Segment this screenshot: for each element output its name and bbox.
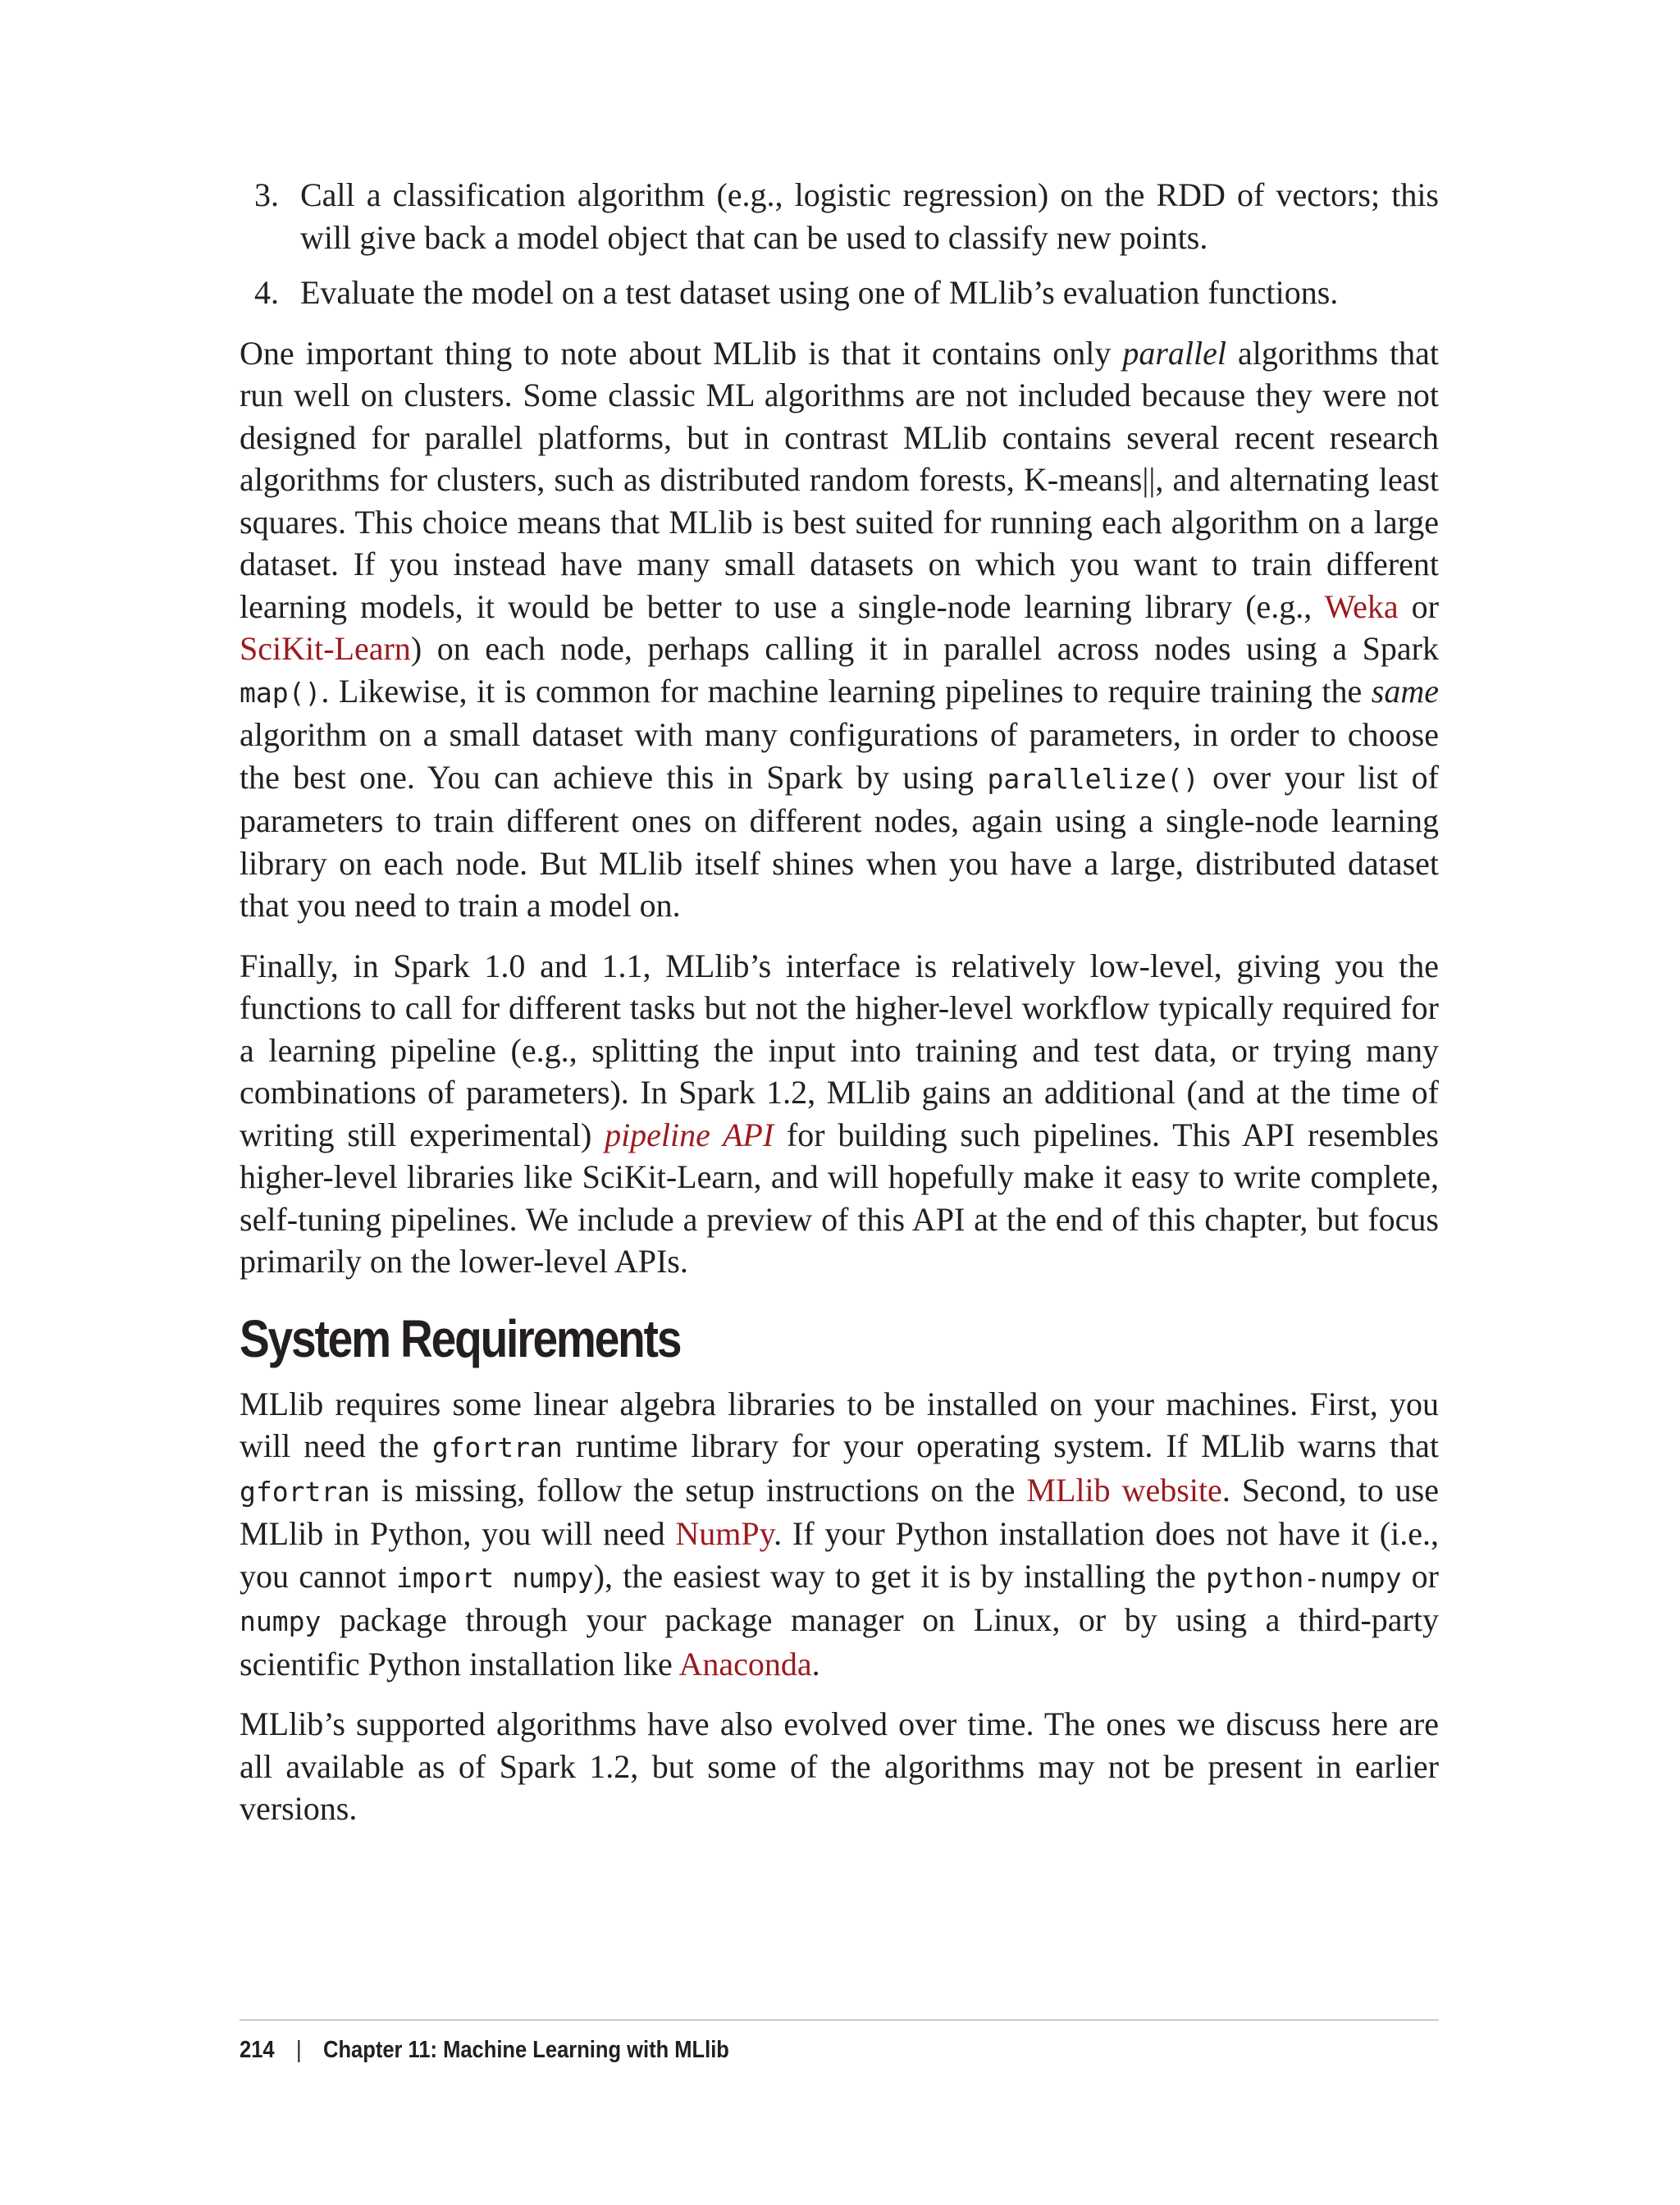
list-item bbox=[240, 272, 1439, 314]
code-import-numpy: import numpy bbox=[396, 1561, 594, 1594]
text: is missing, follow the setup instructions on the bbox=[369, 1471, 1027, 1509]
link-pipeline-api-text: pipeline API bbox=[605, 1116, 774, 1153]
page-number: 214 bbox=[240, 2037, 275, 2063]
code-gfortran: gfortran bbox=[431, 1431, 563, 1463]
link-pipeline-api[interactable] bbox=[605, 1116, 774, 1153]
paragraph-linear-algebra bbox=[240, 1383, 1439, 1686]
code-python-numpy: python-numpy bbox=[1206, 1561, 1402, 1594]
text: ), the easiest way to get it is by installing the bbox=[593, 1557, 1207, 1595]
text: or bbox=[1401, 1557, 1439, 1595]
code-numpy: numpy bbox=[240, 1605, 322, 1637]
page-body bbox=[240, 174, 1439, 1848]
footer-separator: | bbox=[295, 2037, 302, 2063]
list-item-text: Call a classification algorithm (e.g., logistic regression) on the RDD of vectors; this will give back a model object that can be used to classify new points. bbox=[300, 176, 1439, 256]
text: runtime library for your operating system. If MLlib warns that bbox=[562, 1427, 1439, 1464]
text: . Likewise, it is common for machine learning pipelines to require training the bbox=[321, 672, 1372, 710]
text: . Second, to use MLlib in Python, you will need bbox=[240, 1471, 1440, 1552]
link-numpy[interactable]: NumPy bbox=[675, 1515, 774, 1552]
list-number: 4. bbox=[254, 274, 279, 311]
list-item bbox=[240, 174, 1439, 258]
footer-line bbox=[240, 2037, 729, 2064]
chapter-title: Chapter 11: Machine Learning with MLlib bbox=[323, 2037, 729, 2063]
text: algorithms that run well on clusters. Some classic ML algorithms are not included because they were not designed for parallel platforms, but in contrast MLlib contains several recent research algorithms for clusters, such as distributed random forests, K-means||, and alternating least squares. This choice means that MLlib is best suited for running each algorithm on a large dataset. If you instead have many small datasets on which you want to train different learning models, it would be better to use a single-node learning library (e.g., bbox=[240, 334, 1439, 625]
link-anaconda[interactable]: Anaconda bbox=[678, 1645, 812, 1682]
page-footer bbox=[240, 2020, 1439, 2064]
paragraph-supported-algorithms: MLlib’s supported algorithms have also evolved over time. The ones we discuss here are all available as of Spark 1.2, but some of the algorithms may not be present in earlier versions. bbox=[240, 1705, 1439, 1827]
link-weka[interactable]: Weka bbox=[1324, 587, 1399, 625]
section-heading: System Requirements bbox=[240, 1308, 681, 1368]
emphasis-parallel: parallel bbox=[1122, 334, 1226, 372]
list-item-text: Evaluate the model on a test dataset using one of MLlib’s evaluation functions. bbox=[300, 274, 1339, 311]
paragraph-parallel-algorithms bbox=[240, 332, 1439, 927]
text: ) on each node, perhaps calling it in parallel across nodes using a Spark bbox=[410, 630, 1439, 667]
text: algorithm on a small dataset with many configurations of parameters, in order to choose the best one. You can achieve this in Spark by using bbox=[240, 716, 1439, 796]
link-mllib-website[interactable]: MLlib website bbox=[1026, 1471, 1222, 1509]
text: over your list of parameters to train different ones on different nodes, again using a single-node learning library on each node. But MLlib itself shines when you have a large, distributed dataset that you need to train a model on. bbox=[240, 758, 1439, 924]
link-scikit-learn[interactable]: SciKit-Learn bbox=[240, 630, 411, 667]
text: package through your package manager on Linux, or by using a third-party scientific Python installation like bbox=[240, 1601, 1439, 1682]
text: Finally, in Spark 1.0 and 1.1, MLlib’s interface is relatively low-level, giving you the functions to call for different tasks but not the higher-level workflow typically required for a learning pipeline (e.g., splitting the input into training and test data, or trying many combinations of parameters). In Spark 1.2, MLlib gains an additional (and at the time of writing still experimental) bbox=[240, 947, 1439, 1153]
list-number: 3. bbox=[254, 176, 279, 213]
text: . bbox=[811, 1645, 820, 1682]
paragraph-pipeline-api bbox=[240, 945, 1439, 1283]
code-map: map() bbox=[240, 676, 322, 709]
text: MLlib requires some linear algebra libraries to be installed on your machines. First, you will need the bbox=[240, 1385, 1439, 1464]
text: or bbox=[1398, 587, 1439, 625]
code-gfortran: gfortran bbox=[240, 1475, 370, 1508]
text: One important thing to note about MLlib is that it contains only bbox=[240, 334, 1123, 372]
emphasis-same: same bbox=[1371, 672, 1439, 710]
text: for building such pipelines. This API resembles higher-level libraries like SciKit-Learn, and will hopefully make it easy to write complete, self-tuning pipelines. We include a preview of this API at the end of this chapter, but focus primarily on the lower-level APIs. bbox=[240, 1116, 1440, 1280]
code-parallelize: parallelize() bbox=[987, 762, 1199, 795]
text: . If your Python installation does not have it (i.e., you cannot bbox=[240, 1515, 1439, 1595]
numbered-steps bbox=[240, 174, 1439, 314]
